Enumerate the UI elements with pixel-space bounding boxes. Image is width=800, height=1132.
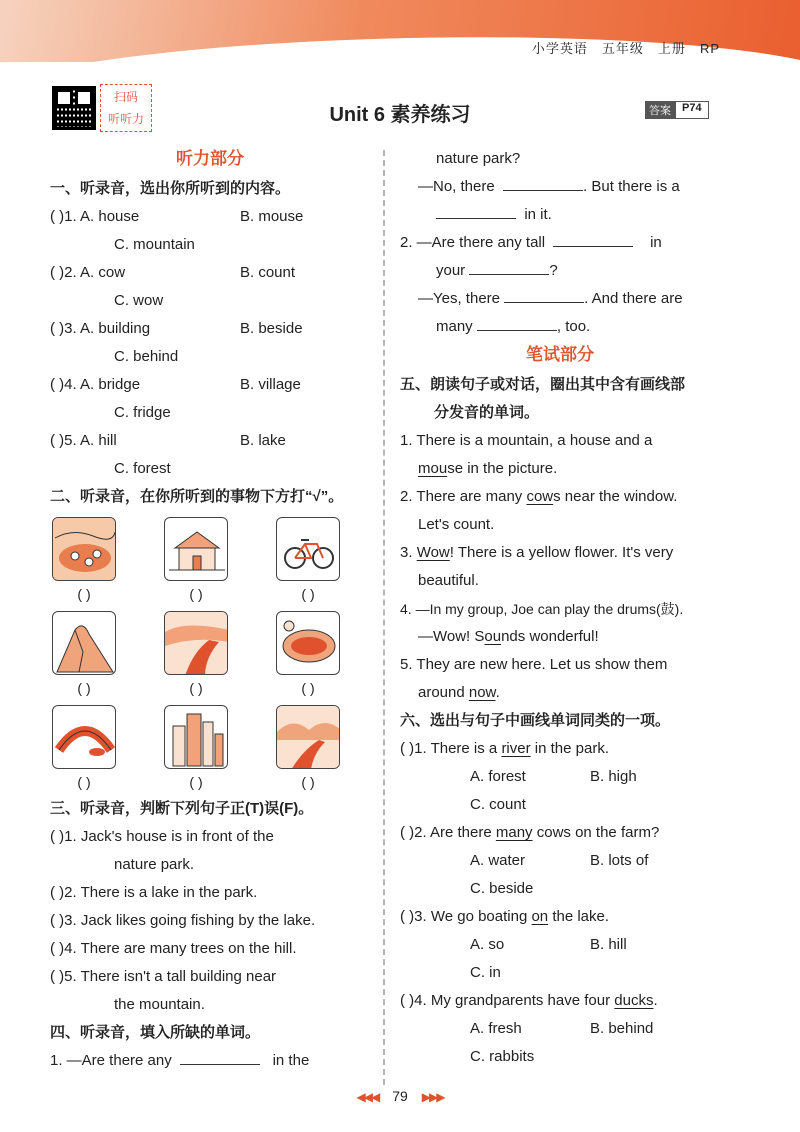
option-b[interactable]: B. hill [590,936,627,953]
fill-blank[interactable] [553,229,633,247]
underlined-word: on [531,908,549,925]
edition-label: RP [699,41,720,56]
page-number-text: 79 [392,1088,408,1104]
fill-q2-line1 [400,229,720,257]
question-text: ( )3. A. building [50,320,151,337]
picture-answer-paren[interactable]: ( ) [189,774,203,790]
option-c[interactable]: C. wow [114,292,164,309]
category-question [400,903,720,931]
tf-question-cont: the mountain. [114,996,205,1013]
tf-question-cont: nature park. [114,856,195,873]
s5-sentence: 4. —In my group, Joe can play the drums(鼓). [400,601,684,617]
fill-q1-line4 [400,201,720,229]
question-text: ( )3. We go boating [400,908,532,925]
option-c-line [400,1043,720,1071]
option-c[interactable]: C. count [470,796,526,813]
s5-sentence [400,539,720,567]
answer-reference [645,101,709,119]
option-b[interactable]: B. village [240,376,301,393]
fill-text: ? [549,262,558,279]
underlined-part: now [468,684,496,701]
category-question [400,987,720,1015]
question-text: ( )1. There is a [400,740,502,757]
s5-sentence [400,679,720,707]
options-ab [400,931,720,959]
s5-sentence: 1. There is a mountain, a house and a [400,432,653,449]
fill-text: . But there is a [583,178,680,195]
underlined-part: ou [484,628,502,645]
fill-text: 2. —Are there any tall [400,234,546,251]
section-6-heading: 六、选出与句子中画线单词同类的一项。 [400,712,671,729]
underlined-word: ducks [614,992,654,1009]
section-5-heading: 五、朗读句子或对话，圈出其中含有画线部 [400,376,686,393]
underlined-part: cow [526,488,554,505]
category-question [400,819,720,847]
fill-blank[interactable] [436,201,516,219]
fill-q2-line2 [400,257,720,285]
right-column [400,145,720,1071]
pond-picture [276,611,340,675]
fill-q1-text: in the [272,1052,310,1069]
fill-q1-line2: nature park? [436,150,521,167]
option-c-line [50,231,370,259]
column-divider [383,150,385,1085]
bicycle-picture [276,517,340,581]
tf-question[interactable]: ( )5. There isn't a tall building near [50,968,277,985]
answer-label: 答案 [645,101,675,119]
question-text: cows on the farm? [532,824,660,841]
tf-question[interactable]: ( )4. There are many trees on the hill. [50,940,297,957]
option-c[interactable]: C. mountain [114,236,195,253]
tf-question[interactable]: ( )1. Jack's house is in front of the [50,828,274,845]
category-question [400,735,720,763]
choice-question [50,427,370,455]
option-b[interactable]: B. high [590,768,637,785]
section-5-heading-cont: 分发音的单词。 [434,404,540,421]
choice-question [50,203,370,231]
river-valley-picture [164,611,228,675]
question-text: ( )4. A. bridge [50,376,141,393]
option-c[interactable]: C. in [470,964,501,981]
fill-q1-text: 1. —Are there any [50,1052,172,1069]
option-b[interactable]: B. mouse [240,208,304,225]
s5-text: 3. [400,544,417,561]
subject-label: 小学英语 [531,41,588,56]
option-b[interactable]: B. behind [590,1020,654,1037]
question-text: the lake. [548,908,610,925]
underlined-word: river [501,740,531,757]
next-arrows-icon: ▶▶▶ [421,1090,444,1104]
fill-blank[interactable] [180,1047,260,1065]
underlined-part: mou [418,460,448,477]
options-ab [400,1015,720,1043]
section-4-heading: 四、听录音，填入所缺的单词。 [50,1024,261,1041]
options-ab [400,763,720,791]
tf-question[interactable]: ( )3. Jack likes going fishing by the lake. [50,912,316,929]
underlined-word: many [495,824,533,841]
section-1-heading: 一、听录音，选出你所听到的内容。 [50,180,291,197]
picture-answer-paren[interactable]: ( ) [301,586,315,602]
picture-answer-paren[interactable]: ( ) [77,680,91,696]
s5-text: 2. There are many [400,488,527,505]
option-c-line [400,875,720,903]
option-c[interactable]: C. rabbits [470,1048,535,1065]
option-b[interactable]: B. lake [240,432,286,449]
s5-sentence [400,455,720,483]
options-ab [400,847,720,875]
fill-blank[interactable] [469,257,549,275]
answer-page: P74 [675,101,709,119]
option-c-line [400,959,720,987]
question-text: in the park. [530,740,609,757]
s5-sentence: Let's count. [418,516,495,533]
s5-sentence: beautiful. [418,572,479,589]
book-meta [518,38,720,57]
fill-q2-line4 [400,313,720,341]
s5-text: s near the window. [553,488,678,505]
listening-title: 听力部分 [176,149,244,168]
listen-label: 听听力 [107,112,144,126]
fill-blank[interactable] [504,285,584,303]
picture-answer-paren[interactable]: ( ) [189,680,203,696]
buildings-picture [164,705,228,769]
s5-text: ! There is a yellow flower. It's very [449,544,674,561]
tf-question[interactable]: ( )2. There is a lake in the park. [50,884,258,901]
page-title: Unit 6 素养练习 [329,104,471,126]
option-c-line [50,343,370,371]
s5-text: nds wonderful! [501,628,599,645]
prev-arrows-icon: ◀◀◀ [356,1090,379,1104]
option-b[interactable]: B. beside [240,320,303,337]
question-text: ( )5. A. hill [50,432,117,449]
question-text: ( )1. A. house [50,208,140,225]
section-2-heading: 二、听录音，在你所听到的事物下方打“√”。 [50,488,344,505]
bridge-picture [52,705,116,769]
fill-q2-line3 [400,285,720,313]
option-b[interactable]: B. lots of [590,852,649,869]
option-c-line [50,287,370,315]
choice-question [50,315,370,343]
question-text: ( )2. A. cow [50,264,126,281]
fill-text: —Yes, there [418,290,500,307]
fill-text: many [436,318,473,335]
option-c[interactable]: C. beside [470,880,534,897]
grade-label: 五年级 [601,41,644,56]
option-c-line [400,791,720,819]
picture-answer-paren[interactable]: ( ) [301,774,315,790]
fill-q1-line1 [50,1047,370,1075]
choice-question [50,259,370,287]
underlined-part: Wow [416,544,450,561]
house-picture [164,517,228,581]
option-c-line [50,455,370,483]
option-a[interactable]: A. so [470,936,505,953]
s5-sentence [400,483,720,511]
question-text: . [653,992,658,1009]
picture-grid [50,517,370,795]
fill-text: , too. [556,318,591,335]
s5-sentence [400,623,720,651]
question-text: ( )4. My grandparents have four [400,992,615,1009]
choice-question [50,371,370,399]
fill-text: . And there are [584,290,683,307]
fill-q1-line3 [400,173,720,201]
picture-answer-paren[interactable]: ( ) [189,586,203,602]
s5-sentence: 5. They are new here. Let us show them [400,656,668,673]
mountain-picture [52,611,116,675]
scan-label: 扫码 [113,90,138,104]
picture-answer-paren[interactable]: ( ) [77,586,91,602]
option-c[interactable]: C. fridge [114,404,171,421]
question-text: ( )2. Are there [400,824,496,841]
road-hills-picture [276,705,340,769]
fill-blank[interactable] [503,173,583,191]
page-number [0,1088,800,1104]
picture-answer-paren[interactable]: ( ) [77,774,91,790]
written-title: 笔试部分 [526,345,594,364]
fill-blank[interactable] [477,313,557,331]
option-a[interactable]: A. forest [470,768,526,785]
volume-label: 上册 [657,41,686,56]
option-c[interactable]: C. forest [114,460,171,477]
fill-text: in it. [524,206,552,223]
s5-text: around [418,684,469,701]
fill-text: your [436,262,466,279]
option-c-line [50,399,370,427]
fill-text: —No, there [418,178,495,195]
option-b[interactable]: B. count [240,264,296,281]
option-a[interactable]: A. water [470,852,526,869]
picture-answer-paren[interactable]: ( ) [301,680,315,696]
s5-text: —Wow! S [418,628,485,645]
s5-text: . [495,684,500,701]
left-column [50,145,370,1075]
lake-ducks-picture [52,517,116,581]
option-c[interactable]: C. behind [114,348,179,365]
fill-text: in [650,234,662,251]
option-a[interactable]: A. fresh [470,1020,522,1037]
section-3-heading: 三、听录音，判断下列句子正(T)误(F)。 [50,800,314,817]
s5-text: se in the picture. [447,460,558,477]
